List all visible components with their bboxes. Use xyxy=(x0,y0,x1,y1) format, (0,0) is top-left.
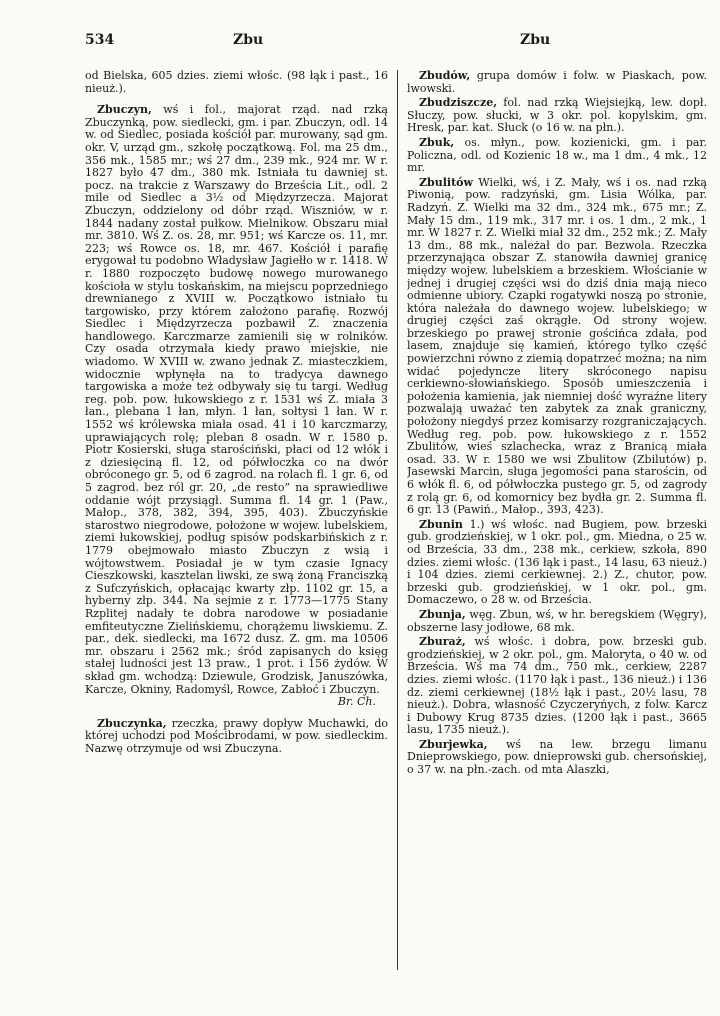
entry-headword: Zbudziszcze, xyxy=(419,96,498,110)
entry-text: 1.) wś włośc. nad Bugiem, pow. brzeski gub. grodzieńskiej, w 1 okr. pol., gm. Miedna, o 25 w. od Brześcia, 33 dm., 238 mk., cerkiew, szkoła, 890 dzies. ziemi włośc. (136 łąk i past., 14 lasu, 63 nieuż.) i 104 dzies. ziemi cerkiewnej. 2.) Z., chutor, pow. brzeski gub. grodzieńskiej, w 1 okr. pol., gm. Domaczewo, o 28 w. od Brześcia. xyxy=(407,517,707,607)
dictionary-entry xyxy=(407,70,707,95)
entry-headword: Zbunja, xyxy=(419,607,466,621)
running-header xyxy=(0,30,720,54)
entry-headword: Zbulitów xyxy=(419,175,473,189)
running-head-right: Zbu xyxy=(520,32,551,48)
entry-headword: Zbuk, xyxy=(419,135,455,149)
entry-text: fol. nad rzką Wiejsiejką, lew. dopł. Słuczy, pow. słucki, w 3 okr. pol. kopylskim, gm. Hresk, par. kat. Słuck (o 16 w. na płn.). xyxy=(407,96,707,135)
dictionary-entry xyxy=(407,636,707,737)
entry-text: rzeczka, prawy dopływ Muchawki, do której uchodzi pod Mościbrodami, w pow. siedleckim. Nazwę otrzymuje od wsi Zbuczyna. xyxy=(85,716,388,755)
entry-headword: Zburjewka, xyxy=(419,737,488,751)
entry-headword: Zbudów, xyxy=(419,70,471,82)
column-divider xyxy=(397,70,398,970)
page-number: 534 xyxy=(85,32,115,48)
dictionary-entry xyxy=(407,97,707,135)
entry-text: Wielki, wś, i Z. Mały, wś i os. nad rzką Piwonią, pow. radzyński, gm. Lisia Wólka, par. Radzyń. Z. Wielki ma 32 dm., 324 mk., 675 mr.; Z. Mały 15 dm., 119 mk., 317 mr. i os. 1 dm., 2 mk., 1 mr. W 1827 r. Z. Wielki miał 32 dm., 252 mk.; Z. Mały 13 dm., 88 mk., należał do par. Bezwola. Rzeczka przerzynająca obszar Z. stanowiła dawniej granicę między wojew. lubelskiem a brzeskiem. Włościanie w jednej i drugiej części wsi do dziś dnia mają nieco odmienne ubiory. Czapki rogatywki noszą po stronie, która należała do dawnego wojew. lubelskiego; w drugiej części zaś okrągłe. Od strony wojew. brzeskiego po prawej stronie gościńca zdała, pod lasem, znajduje się kamień, którego tylko część powierzchni równo z ziemią dopatrzeć można; na nim widać pojedyncze litery skróconego napisu cerkiewno-słowiańskiego. Sposób umieszczenia i położenia kamienia, jak niemniej dość wyraźne litery pozwalają uważać ten zabytek za znak graniczny, położony niegdyś przez komisarzy rozgraniczających. Według reg. pob. pow. łukowskiego z r. 1552 Zbulitów, wieś szlachecka, wraz z Branicą miała osad. 33. W r. 1580 we wsi Zbulitow (Zbilutów) p. Jasewski Marcin, sługa jegomości pana starościn, od 6 włók fl. 6, od półwłoczka pustego gr. 5, od zagrody z rolą gr. 6, od komornicy bez bydła gr. 2. Summa fl. 6 gr. 13 (Pawiń., Małop., 393, 423). xyxy=(407,175,707,517)
dictionary-entry xyxy=(407,609,707,634)
entry-text: wś na lew. brzegu limanu Dnieprowskiego, pow. dnieprowski gub. chersońskiej, o 37 w. na płn.-zach. od mta Alaszki, xyxy=(407,737,707,777)
entry-text: os. młyn., pow. kozienicki, gm. i par. Policzna, odl. od Kozienic 18 w., ma 1 dm., 4 mk., 12 mr. xyxy=(407,135,707,175)
entry-headword: Zbuczynka, xyxy=(97,716,167,730)
dictionary-entry xyxy=(407,739,707,777)
dictionary-entry xyxy=(85,104,388,709)
dictionary-entry xyxy=(407,137,707,175)
author-signature: Br. Ch. xyxy=(337,695,376,709)
dictionary-entry xyxy=(85,718,388,756)
entry-text: wś włośc. i dobra, pow. brzeski gub. grodzieńskiej, w 2 okr. pol., gm. Małoryta, o 40 w. od Brześcia. Wś ma 74 dm., 750 mk., cerkiew, 2287 dzies. ziemi włośc. (1170 łąk i past., 136 nieuż.) i 136 dz. ziemi cerkiewnej (18½ łąk i past., 20½ lasu, 78 nieuż.). Dobra, własność Czyczeryńych, z folw. Karcz i Dubowy Krug 8735 dzies. (1200 łąk i past., 3665 lasu, 1735 nieuż.). xyxy=(407,635,707,737)
entry-text: grupa domów i folw. w Piaskach, pow. lwowski. xyxy=(407,70,707,95)
dictionary-entry xyxy=(407,519,707,607)
right-column xyxy=(407,70,707,1000)
entry-headword: Zburaż, xyxy=(419,635,466,649)
entry-headword: Zbuczyn, xyxy=(97,103,152,117)
entry-text: węg. Zbun, wś, w hr. beregskiem (Węgry), obszerne lasy jodłowe, 68 mk. xyxy=(407,607,707,634)
running-head-left: Zbu xyxy=(233,32,264,48)
dictionary-entry xyxy=(407,177,707,517)
left-column xyxy=(85,70,388,1000)
entry-text: wś i fol., majorat rząd. nad rzką Zbuczynką, pow. siedlecki, gm. i par. Zbuczyn, odl. 14 w. od Siedlec, posiada kościół par. murowany, sąd gm. okr. V, urząd gm., szkołę początkową. Fol. ma 25 dm., 356 mk., 1585 mr.; wś 27 dm., 239 mk., 924 mr. W r. 1827 było 47 dm., 380 mk. Istniała tu dawniej st. pocz. na trakcie z Warszawy do Brześcia Lit., odl. 2 mile od Siedlec a 3½ od Międzyrzecza. Majorat Zbuczyn, oddzielony od dóbr rząd. Wiszniów, w r. 1844 nadany został pułkow. Mielnikow. Obszaru miał mr. 3810. Wś Z. os. 28, mr. 951; wś Karcze os. 11, mr. 223; wś Rowce os. 18, mr. 467. Kościół i parafię erygował tu podobno Władysław Jagiełło w r. 1418. W r. 1880 rozpoczęto budowę nowego murowanego kościoła w stylu toskańskim, na miejscu poprzedniego drewnianego z XVIII w. Początkowo istniało tu targowisko, przy którem założono parafię. Rozwój Siedlec i Międzyrzecza pozbawił Z. znaczenia handlowego. Karczmarze zamienili się w rolników. Czy osada otrzymała kiedy prawo miejskie, nie wiadomo. W XVIII w. zwano jednak Z. miasteczkiem, widocznie wpłynęła na to tradycya dawnego targowiska a może też odbywały się tu targi. Według reg. pob. pow. łukowskiego z r. 1531 wś Z. miała 3 łan., plebana 1 łan, młyn. 1 łan, sołtysi 1 łan. W r. 1552 wś królewska miała osad. 41 i 10 karczmarzy, uprawiających rolę; pleban 8 osadn. W r. 1580 p. Piotr Kosierski, sługa starościński, płaci od 12 włók i z dziesięciną fl. 12, od półwłoczka co na dwór obróconego gr. 5, od 6 zagrod. na rolach fl. 1 gr. 6, od 5 zagrod. bez ról gr. 20, „de resto” na sprawiedliwe oddanie wójt przysiągł. Summa fl. 14 gr. 1 (Paw., Małop., 378, 382, 394, 395, 403). Zbuczyńskie starostwo niegrodowe, położone w wojew. lubelskiem, ziemi łukowskiej, podług spisów podskarbińskich z r. 1779 obejmowało miasto Zbuczyn z wsią i wójtowstwem. Posiadał je w tym czasie Ignacy Cieszkowski, kasztelan liwski, ze swą żoną Franciszką z Sufczyńskich, opłacając kwarty złp. 1102 gr. 15, a hyberny złp. 344. Na sejmie z r. 1773—1775 Stany Rzplitej nadały te dobra narodowe w posiadanie emfiteutyczne Zielińskiemu, chorążemu liwskiemu. Z. par., dek. siedlecki, ma 1672 dusz. Z. gm. ma 10506 mr. obszaru i 2562 mk.; śród zapisanych do księg stałej ludności jest 13 praw., 1 prot. i 156 żydów. W skład gm. wchodzą: Dziewule, Grodzisk, Januszówka, Karcze, Okniny, Radomyśl, Rowce, Zabłoć i Zbuczyn. xyxy=(85,103,388,696)
dictionary-entry: od Bielska, 605 dzies. ziemi włośc. (98 łąk i past., 16 nieuż.). xyxy=(85,70,388,95)
entry-headword: Zbunin xyxy=(419,517,463,531)
